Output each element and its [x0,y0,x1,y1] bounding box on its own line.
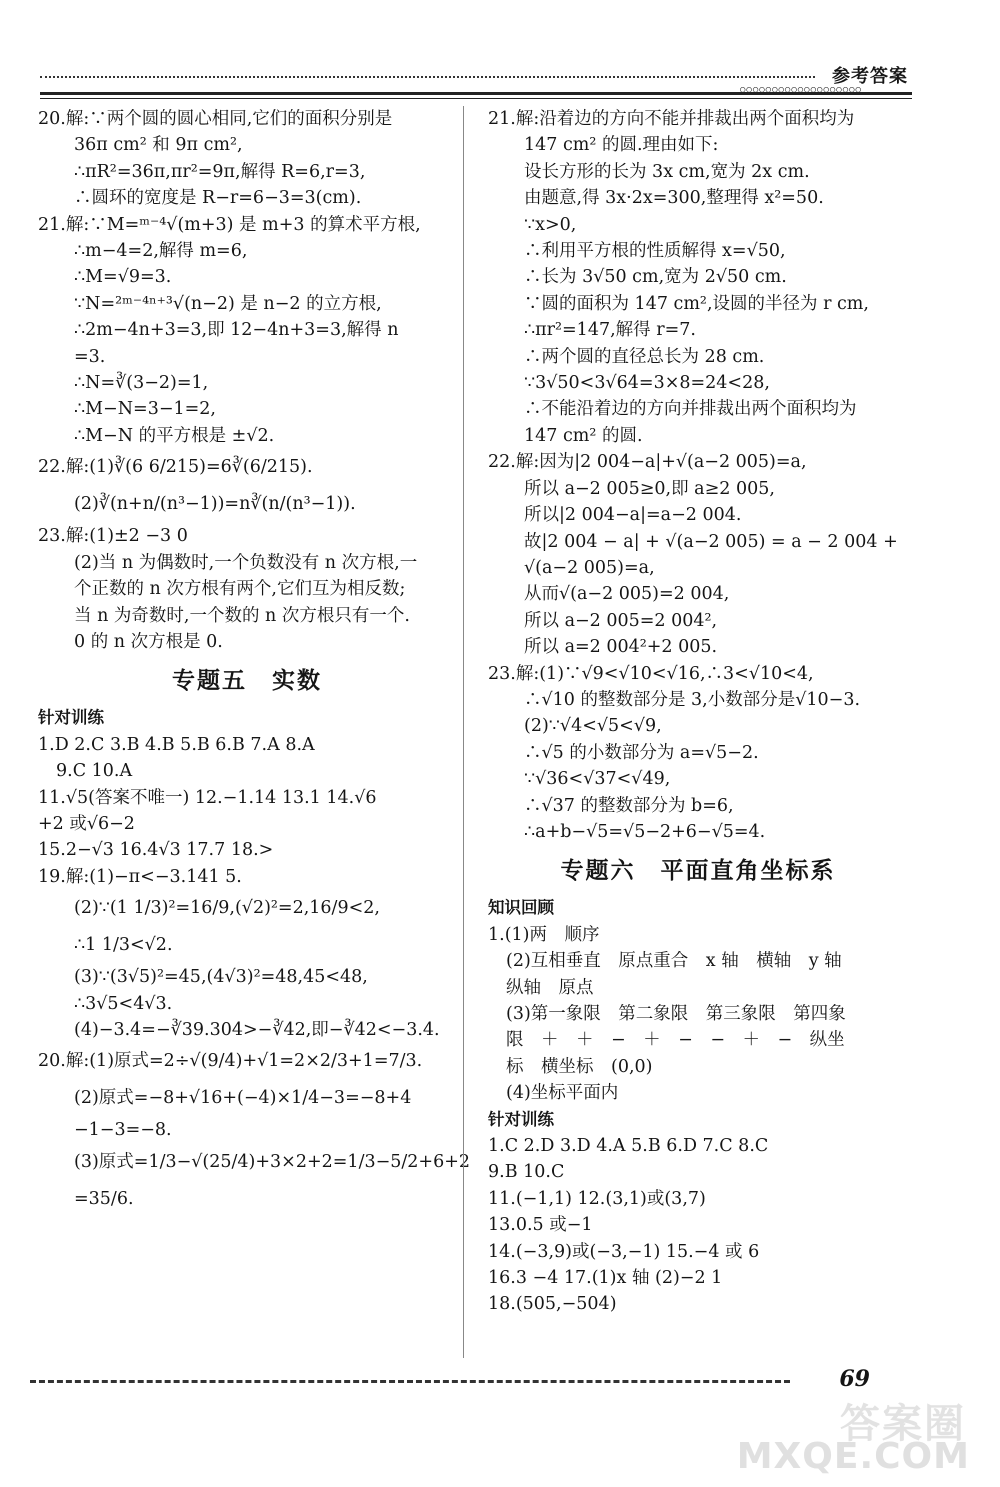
answer-line: ∵x>0, [524,214,577,235]
answer-line: ∴N=∛(3−2)=1, [74,373,209,394]
section-subheading: 针对训练 [488,1109,554,1129]
answer-line: 20.解:(1)原式=2÷√(9/4)+√1=2×2/3+1=7/3. [38,1051,423,1072]
answer-line: ∴2m−4n+3=3,即 12−4n+3=3,解得 n [74,320,399,341]
answer-line: −1−3=−8. [74,1120,172,1141]
answer-line: ∴3√5<4√3. [74,993,173,1014]
answer-line: ∴不能沿着边的方向并排裁出两个面积均为 [524,399,857,420]
answer-line: (2)当 n 为偶数时,一个负数没有 n 次方根,一 [74,552,418,573]
answer-line: 所以 a−2 005=2 004², [524,610,718,631]
answer-line: 标 横坐标 (0,0) [506,1056,653,1077]
answer-line: (3)∵(3√5)²=45,(4√3)²=48,45<48, [74,967,368,988]
answer-line: 11.(−1,1) 12.(3,1)或(3,7) [488,1188,706,1209]
section-heading: 专题六 平面直角坐标系 [560,858,836,885]
answer-line: ∵3√50<3√64=3×8=24<28, [524,373,770,394]
answer-line: (2)原式=−8+√16+(−4)×1/4−3=−8+4 [74,1088,412,1109]
answer-line: 19.解:(1)−π<−3.141 5. [38,866,242,887]
answer-line: 1.C 2.D 3.D 4.A 5.B 6.D 7.C 8.C [488,1136,769,1157]
footer-rule [30,1380,790,1383]
answer-line: 由题意,得 3x·2x=300,整理得 x²=50. [524,188,824,209]
answer-line: ∴a+b−√5=√5−2+6−√5=4. [524,821,766,842]
answer-line: 22.解:(1)∛(6 6/215)=6∛(6/215). [38,457,313,478]
header-bead-ornament: ○○○○○○○○○○○○○○○○○○○ [740,85,862,95]
answer-line: =35/6. [74,1188,134,1209]
answer-line: 11.√5(答案不唯一) 12.−1.14 13.1 14.√6 [38,787,377,808]
answer-line: ∴利用平方根的性质解得 x=√50, [524,241,786,262]
answer-line: ∴πr²=147,解得 r=7. [524,320,696,341]
header-dotted-rule [40,76,815,78]
answer-line: 21.解:沿着边的方向不能并排裁出两个面积均为 [488,109,855,129]
answer-line: ∴M−N=3−1=2, [74,399,216,420]
answer-line: ∴√37 的整数部分为 b=6, [524,795,734,816]
answer-line: (4)−3.4=−∛39.304>−∛42,即−∛42<−3.4. [74,1019,440,1040]
answer-line: 36π cm² 和 9π cm², [74,135,243,156]
answer-line: ∴1 1/3<√2. [74,935,173,956]
answer-line: ∴√5 的小数部分为 a=√5−2. [524,742,759,763]
answer-line: ∴圆环的宽度是 R−r=6−3=3(cm). [74,188,362,209]
header-title: 参考答案 [832,66,908,87]
column-divider [463,106,464,1358]
answer-line: 所以|2 004−a|=a−2 004. [524,505,742,526]
page-footer [30,1366,910,1404]
answer-line: 设长方形的长为 3x cm,宽为 2x cm. [524,161,810,182]
answer-line: 限 ＋ ＋ − ＋ − − ＋ − 纵坐 [506,1030,845,1051]
page-number: 69 [839,1366,870,1392]
answer-line: 22.解:因为|2 004−a|+√(a−2 005)=a, [488,452,807,473]
answer-line: ∴√10 的整数部分是 3,小数部分是√10−3. [524,689,861,710]
answer-column-right [488,106,908,1318]
answer-line: (2)∵√4<√5<√9, [524,716,662,737]
answer-line: 1.(1)两 顺序 [488,924,600,945]
section-heading: 专题五 实数 [172,668,322,695]
answer-line: 15.2−√3 16.4√3 17.7 18.> [38,840,274,861]
watermark-url: MXQE.COM [736,1436,970,1477]
answer-line: +2 或√6−2 [38,813,135,834]
answer-line: 所以 a−2 005≥0,即 a≥2 005, [524,478,775,499]
answer-line: 23.解:(1)∵√9<√10<√16,∴3<√10<4, [488,663,814,684]
answer-line: 20.解:∵两个圆的圆心相同,它们的面积分别是 [38,109,393,129]
answer-line: ∴M−N 的平方根是 ±√2. [74,425,275,446]
answer-line: =3. [74,346,106,367]
answer-line: 从而√(a−2 005)=2 004, [524,584,730,605]
answer-line: 23.解:(1)±2 −3 0 [38,526,188,547]
answer-line: ∴πR²=36π,πr²=9π,解得 R=6,r=3, [74,161,366,182]
answer-line: 21.解:∵M=ᵐ⁻⁴√(m+3) 是 m+3 的算术平方根, [38,214,421,235]
section-subheading: 知识回顾 [488,898,554,918]
answer-line: 1.D 2.C 3.B 4.B 5.B 6.B 7.A 8.A [38,734,315,755]
answer-line: 9.C 10.A [56,761,133,782]
answer-line: 所以 a=2 004²+2 005. [524,637,718,658]
answer-line: (2)∵(1 1/3)²=16/9,(√2)²=2,16/9<2, [74,898,380,919]
answer-line: 当 n 为奇数时,一个数的 n 次方根只有一个. [74,605,410,626]
answer-line: √(a−2 005)=a, [524,557,655,578]
answer-line: ∴m−4=2,解得 m=6, [74,241,248,262]
answer-line: (2)互相垂直 原点重合 x 轴 横轴 y 轴 [506,951,842,972]
page-header [40,62,912,102]
answer-line: (4)坐标平面内 [506,1083,619,1104]
section-subheading: 针对训练 [38,708,104,728]
watermark-logo: 答案圈 [840,1401,966,1447]
answer-line: 9.B 10.C [488,1162,565,1183]
answer-line: 个正数的 n 次方根有两个,它们互为相反数; [74,579,406,600]
answer-line: 147 cm² 的圆.理由如下: [524,135,719,156]
answer-line: (2)∛(n+n/(n³−1))=n∛(n/(n³−1)). [74,494,356,515]
header-thin-rule [40,98,912,99]
answer-line: (3)第一象限 第二象限 第三象限 第四象 [506,1004,846,1024]
answer-line: 18.(505,−504) [488,1294,617,1315]
answer-line: 0 的 n 次方根是 0. [74,631,223,652]
answer-line: ∴M=√9=3. [74,267,172,288]
answer-line: (3)原式=1/3−√(25/4)+3×2+2=1/3−5/2+6+2 [74,1151,471,1172]
answer-line: ∵N=²ᵐ⁻⁴ⁿ⁺³√(n−2) 是 n−2 的立方根, [74,293,382,314]
header-thick-rule [40,92,912,95]
answer-line: 16.3 −4 17.(1)x 轴 (2)−2 1 [488,1268,723,1289]
answer-line: ∴两个圆的直径总长为 28 cm. [524,346,765,367]
answer-line: 故|2 004 − a| + √(a−2 005) = a − 2 004 + [524,531,898,552]
answer-column-left [38,106,471,1218]
answer-line: ∵圆的面积为 147 cm²,设圆的半径为 r cm, [524,293,869,314]
answer-line: 13.0.5 或−1 [488,1215,593,1236]
answer-line: ∵√36<√37<√49, [524,769,671,790]
answer-line: 14.(−3,9)或(−3,−1) 15.−4 或 6 [488,1241,760,1262]
answer-line: ∴长为 3√50 cm,宽为 2√50 cm. [524,267,787,288]
answer-line: 147 cm² 的圆. [524,425,643,446]
answer-line: 纵轴 原点 [506,977,594,998]
